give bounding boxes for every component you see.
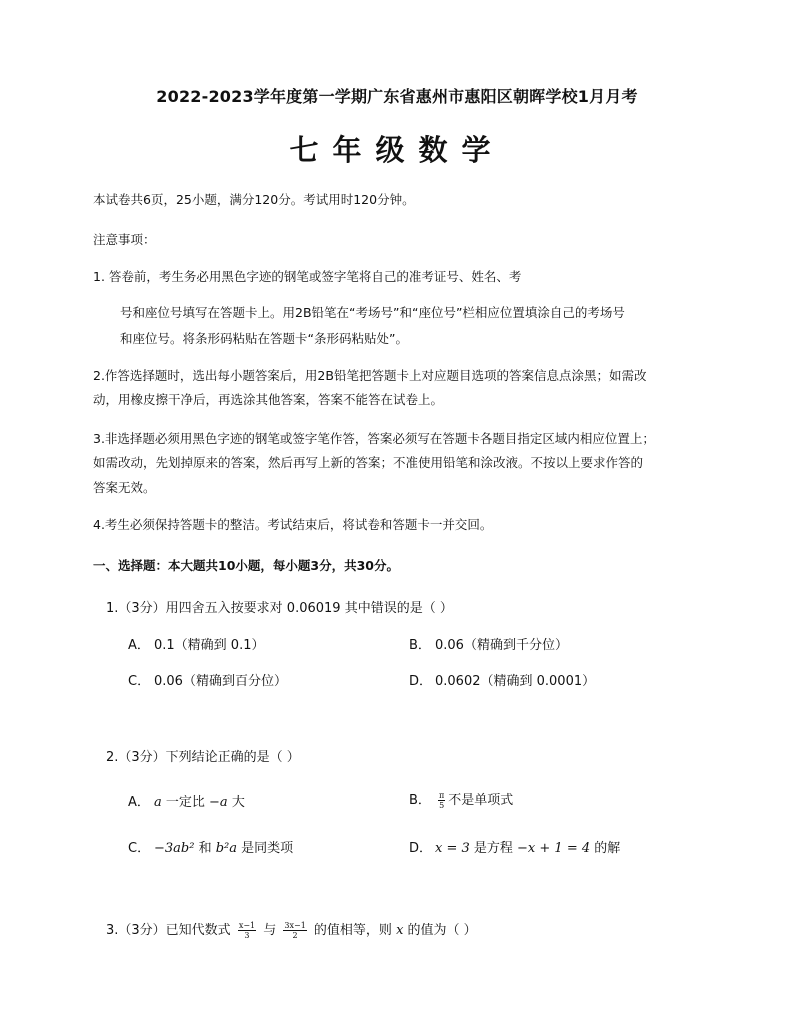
question-2-option-b <box>409 789 513 810</box>
fraction <box>238 921 256 940</box>
fraction <box>283 921 306 940</box>
math-expression: −a <box>209 795 228 810</box>
notice-item-2-line-1: 2.作答选择题时，选出每小题答案后，用2B铅笔把答题卡上对应题目选项的答案信息点涂黑；如需改 <box>93 368 647 383</box>
option-letter: A． <box>128 795 150 810</box>
notice-item-1-line-1: 1. 答卷前，考生务必用黑色字迹的钢笔或签字笔将自己的准考证号、姓名、考 <box>93 269 522 284</box>
math-expression: −x + 1 = 4 <box>517 841 591 856</box>
section-heading: 一、选择题：本大题共10小题，每小题3分，共30分。 <box>93 558 399 573</box>
option-letter: B． <box>409 638 431 653</box>
option-letter: D． <box>409 674 433 689</box>
option-text: 一定比 <box>161 795 210 810</box>
question-2-stem: 2.（3分）下列结论正确的是（ ） <box>106 750 300 765</box>
option-text: 是同类项 <box>237 841 294 856</box>
exam-title: 2022-2023学年度第一学期广东省惠州市惠阳区朝晖学校1月月考 <box>156 87 638 106</box>
option-letter: C． <box>128 674 151 689</box>
option-text: 0.06（精确到千分位） <box>435 638 568 653</box>
fraction-numerator: π <box>439 791 445 800</box>
option-text: 0.06（精确到百分位） <box>154 674 287 689</box>
option-text: 的解 <box>590 841 621 856</box>
notice-item-3-line-3: 答案无效。 <box>93 480 156 495</box>
question-text: 3.（3分）已知代数式 <box>106 923 235 938</box>
option-letter: D． <box>409 841 433 856</box>
math-variable: a <box>154 795 162 810</box>
math-expression: b²a <box>215 841 238 856</box>
notice-item-1-line-3: 和座位号。将条形码粘贴在答题卡“条形码粘贴处”。 <box>120 331 408 346</box>
fraction-numerator: x−1 <box>238 921 256 930</box>
question-3-stem <box>106 919 477 940</box>
question-1-stem: 1.（3分）用四舍五入按要求对 0.06019 其中错误的是（ ） <box>106 601 453 616</box>
question-2-option-d <box>409 837 620 856</box>
notice-item-4: 4.考生必须保持答题卡的整洁。考试结束后，将试卷和答题卡一并交回。 <box>93 517 493 532</box>
option-text: 和 <box>194 841 216 856</box>
option-text: 0.0602（精确到 0.0001） <box>435 674 596 689</box>
question-2-option-c <box>128 837 293 856</box>
question-1-option-b <box>409 634 568 653</box>
notice-heading: 注意事项： <box>93 232 156 247</box>
subject-heading: 七年级数学 <box>289 133 505 167</box>
question-text: 的值为（ ） <box>403 923 477 938</box>
option-letter: B． <box>409 793 431 808</box>
option-letter: C． <box>128 841 151 856</box>
option-text: 大 <box>227 795 245 810</box>
exam-intro: 本试卷共6页，25小题，满分120分。考试用时120分钟。 <box>93 192 415 207</box>
notice-item-3-line-2: 如需改动，先划掉原来的答案，然后再写上新的答案；不准使用铅笔和涂改液。不按以上要求作答的 <box>93 455 644 470</box>
option-text: 不是单项式 <box>448 793 514 808</box>
question-1-option-a <box>128 634 264 653</box>
option-letter: A． <box>128 638 150 653</box>
notice-item-2-line-2: 动，用橡皮擦干净后，再选涂其他答案，答案不能答在试卷上。 <box>93 392 444 407</box>
math-expression: x = 3 <box>435 841 470 856</box>
fraction <box>438 791 445 810</box>
fraction-numerator: 3x−1 <box>284 921 306 930</box>
fraction-denominator: 2 <box>292 931 298 940</box>
notice-item-3-line-1: 3.非选择题必须用黑色字迹的钢笔或签字笔作答，答案必须写在答题卡各题目指定区域内相应位置上； <box>93 431 655 446</box>
fraction-denominator: 5 <box>439 801 445 810</box>
notice-item-1-line-2: 号和座位号填写在答题卡上。用2B铅笔在“考场号”和“座位号”栏相应位置填涂自己的考场号 <box>120 305 625 320</box>
question-text: 与 <box>259 923 281 938</box>
question-1-option-c <box>128 670 287 689</box>
question-1-option-d <box>409 670 595 689</box>
question-2-option-a <box>128 791 245 810</box>
option-text: 是方程 <box>469 841 518 856</box>
option-text: 0.1（精确到 0.1） <box>154 638 265 653</box>
math-expression: −3ab² <box>154 841 195 856</box>
question-text: 的值相等，则 <box>309 923 397 938</box>
math-variable: x <box>396 923 404 938</box>
fraction-denominator: 3 <box>244 931 250 940</box>
